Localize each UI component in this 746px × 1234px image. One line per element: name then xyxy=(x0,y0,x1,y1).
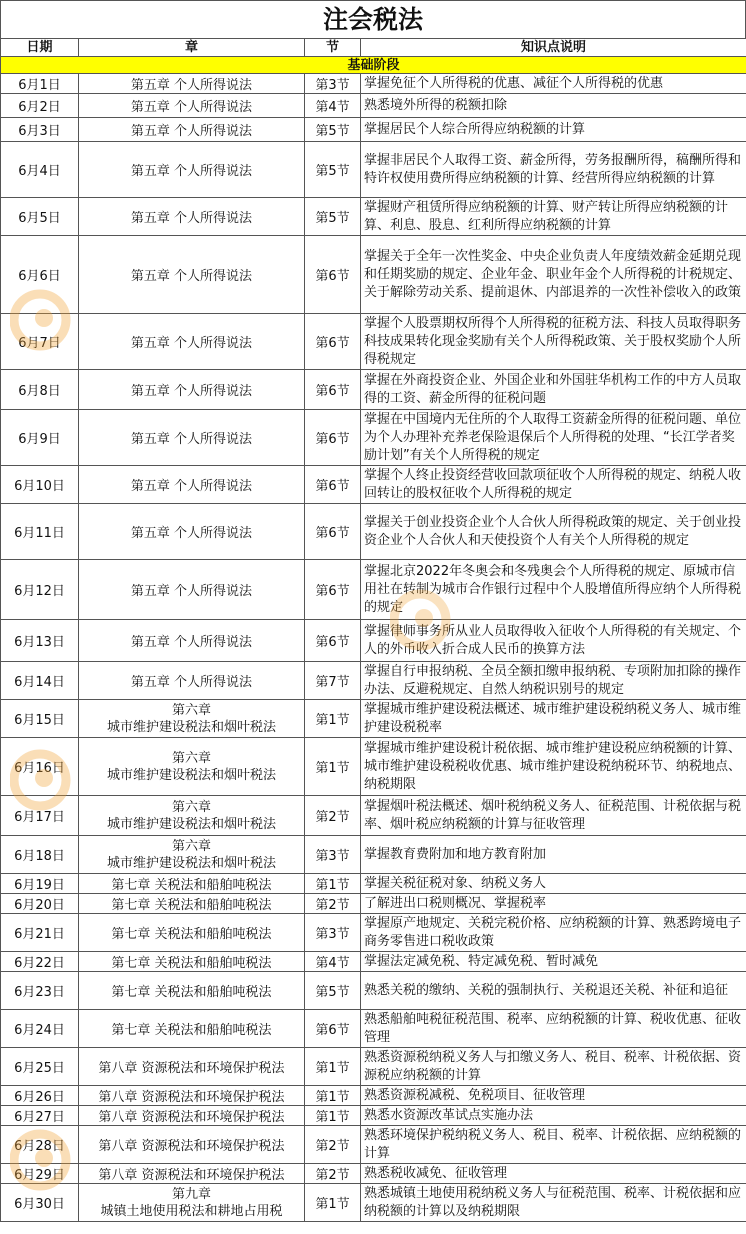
row-section: 第6节 xyxy=(305,1010,361,1048)
table-row xyxy=(1,560,746,620)
row-date: 6月29日 xyxy=(1,1164,79,1184)
row-chapter-title: 城镇土地使用税法和耕地占用税 xyxy=(100,1203,283,1219)
row-section: 第2节 xyxy=(305,1126,361,1164)
row-description: 熟悉境外所得的税额扣除 xyxy=(361,94,746,118)
row-description: 掌握关税征税对象、纳税义务人 xyxy=(361,874,746,894)
row-section: 第1节 xyxy=(305,1106,361,1126)
row-date: 6月17日 xyxy=(1,796,79,836)
row-chapter: 第五章 个人所得说法 xyxy=(79,74,305,94)
row-chapter-title: 城市维护建设税法和烟叶税法 xyxy=(106,767,276,783)
row-section: 第5节 xyxy=(305,972,361,1010)
row-chapter: 第七章 关税法和船舶吨税法 xyxy=(79,952,305,972)
row-chapter: 第五章 个人所得说法 xyxy=(79,236,305,314)
row-date: 6月21日 xyxy=(1,914,79,952)
row-section: 第3节 xyxy=(305,914,361,952)
row-chapter-title: 城市维护建设税法和烟叶税法 xyxy=(106,855,276,871)
page-title: 注会税法 xyxy=(0,0,746,38)
row-description: 熟悉环境保护税纳税义务人、税目、税率、计税依据、应纳税额的计算 xyxy=(361,1126,746,1164)
table-row xyxy=(1,198,746,236)
row-date: 6月20日 xyxy=(1,894,79,914)
row-section: 第6节 xyxy=(305,314,361,370)
row-date: 6月7日 xyxy=(1,314,79,370)
row-chapter: 第五章 个人所得说法 xyxy=(79,94,305,118)
row-description: 熟悉税收减免、征收管理 xyxy=(361,1164,746,1184)
row-description: 掌握原产地规定、关税完税价格、应纳税额的计算、熟悉跨境电子商务零售进口税收政策 xyxy=(361,914,746,952)
row-date: 6月13日 xyxy=(1,620,79,662)
row-chapter-number: 第六章 xyxy=(171,838,211,854)
row-date: 6月15日 xyxy=(1,700,79,738)
table-row xyxy=(1,836,746,874)
row-description: 掌握关于全年一次性奖金、中央企业负责人年度绩效薪金延期兑现和任期奖励的规定、企业年金、职业年金个人所得税的计税规定、关于解除劳动关系、提前退休、内部退养的一次性补偿收入的政策 xyxy=(361,236,746,314)
row-section: 第4节 xyxy=(305,952,361,972)
table-row xyxy=(1,662,746,700)
row-section: 第1节 xyxy=(305,738,361,796)
row-description: 熟悉资源税减税、免税项目、征收管理 xyxy=(361,1086,746,1106)
table-row xyxy=(1,314,746,370)
row-chapter: 第七章 关税法和船舶吨税法 xyxy=(79,894,305,914)
row-description: 掌握法定减免税、特定减免税、暂时减免 xyxy=(361,952,746,972)
row-chapter: 第五章 个人所得说法 xyxy=(79,620,305,662)
row-section: 第1节 xyxy=(305,874,361,894)
row-date: 6月30日 xyxy=(1,1184,79,1222)
row-chapter: 第五章 个人所得说法 xyxy=(79,504,305,560)
row-chapter: 第五章 个人所得说法 xyxy=(79,370,305,410)
row-description: 掌握居民个人综合所得应纳税额的计算 xyxy=(361,118,746,142)
row-date: 6月18日 xyxy=(1,836,79,874)
table-row xyxy=(1,796,746,836)
row-description: 熟悉资源税纳税义务人与扣缴义务人、税目、税率、计税依据、资源税应纳税额的计算 xyxy=(361,1048,746,1086)
row-chapter xyxy=(79,796,305,836)
row-section: 第3节 xyxy=(305,836,361,874)
row-chapter-number: 第六章 xyxy=(171,750,211,766)
row-date: 6月24日 xyxy=(1,1010,79,1048)
row-date: 6月25日 xyxy=(1,1048,79,1086)
row-description: 掌握免征个人所得税的优惠、减征个人所得税的优惠 xyxy=(361,74,746,94)
row-chapter-number: 第六章 xyxy=(171,799,211,815)
row-chapter: 第七章 关税法和船舶吨税法 xyxy=(79,874,305,894)
row-chapter xyxy=(79,836,305,874)
row-chapter: 第七章 关税法和船舶吨税法 xyxy=(79,972,305,1010)
row-description: 掌握财产租赁所得应纳税额的计算、财产转让所得应纳税额的计算、利息、股息、红利所得应纳税额的计算 xyxy=(361,198,746,236)
row-chapter: 第五章 个人所得说法 xyxy=(79,410,305,466)
row-description: 掌握城市维护建设税法概述、城市维护建设税纳税义务人、城市维护建设税税率 xyxy=(361,700,746,738)
row-section: 第2节 xyxy=(305,894,361,914)
row-section: 第5节 xyxy=(305,118,361,142)
row-date: 6月10日 xyxy=(1,466,79,504)
row-chapter: 第八章 资源税法和环境保护税法 xyxy=(79,1048,305,1086)
stage-label: 基础阶段 xyxy=(1,57,746,74)
row-description: 掌握烟叶税法概述、烟叶税纳税义务人、征税范围、计税依据与税率、烟叶税应纳税额的计算与征收管理 xyxy=(361,796,746,836)
table-row xyxy=(1,972,746,1010)
header-chapter: 章 xyxy=(79,39,305,57)
table-row xyxy=(1,466,746,504)
row-date: 6月26日 xyxy=(1,1086,79,1106)
table-row xyxy=(1,94,746,118)
row-date: 6月4日 xyxy=(1,142,79,198)
row-date: 6月1日 xyxy=(1,74,79,94)
row-section: 第6节 xyxy=(305,236,361,314)
row-section: 第5节 xyxy=(305,142,361,198)
row-description: 掌握个人股票期权所得个人所得税的征税方法、科技人员取得职务科技成果转化现金奖励有关个人所得税政策、关于股权奖励个人所得税规定 xyxy=(361,314,746,370)
row-chapter-number: 第六章 xyxy=(171,702,211,718)
row-chapter: 第八章 资源税法和环境保护税法 xyxy=(79,1106,305,1126)
table-row xyxy=(1,914,746,952)
table-row xyxy=(1,142,746,198)
table-row xyxy=(1,236,746,314)
row-date: 6月27日 xyxy=(1,1106,79,1126)
row-date: 6月6日 xyxy=(1,236,79,314)
row-description: 熟悉关税的缴纳、关税的强制执行、关税退还关税、补征和追征 xyxy=(361,972,746,1010)
table-row xyxy=(1,894,746,914)
row-description: 掌握个人终止投资经营收回款项征收个人所得税的规定、纳税人收回转让的股权征收个人所得税的规定 xyxy=(361,466,746,504)
header-date: 日期 xyxy=(1,39,79,57)
row-chapter: 第七章 关税法和船舶吨税法 xyxy=(79,1010,305,1048)
row-chapter: 第五章 个人所得说法 xyxy=(79,118,305,142)
table-row xyxy=(1,370,746,410)
row-section: 第7节 xyxy=(305,662,361,700)
table-row xyxy=(1,1164,746,1184)
row-chapter: 第五章 个人所得说法 xyxy=(79,560,305,620)
table-row xyxy=(1,118,746,142)
row-chapter-number: 第九章 xyxy=(171,1186,211,1202)
table-row xyxy=(1,874,746,894)
row-section: 第6节 xyxy=(305,410,361,466)
schedule-table xyxy=(0,38,746,1222)
row-chapter: 第五章 个人所得说法 xyxy=(79,662,305,700)
row-description: 掌握城市维护建设税计税依据、城市维护建设税应纳税额的计算、城市维护建设税税收优惠、城市维护建设税纳税环节、纳税地点、纳税期限 xyxy=(361,738,746,796)
row-chapter: 第七章 关税法和船舶吨税法 xyxy=(79,914,305,952)
row-section: 第6节 xyxy=(305,504,361,560)
row-section: 第4节 xyxy=(305,94,361,118)
row-section: 第2节 xyxy=(305,1164,361,1184)
row-description: 掌握关于创业投资企业个人合伙人所得税政策的规定、关于创业投资企业个人合伙人和天使投资个人有关个人所得税的规定 xyxy=(361,504,746,560)
row-description: 掌握自行申报纳税、全员全额扣缴申报纳税、专项附加扣除的操作办法、反避税规定、自然人纳税识别号的规定 xyxy=(361,662,746,700)
stage-row xyxy=(1,57,746,74)
row-section: 第5节 xyxy=(305,198,361,236)
row-date: 6月11日 xyxy=(1,504,79,560)
row-description: 掌握北京2022年冬奥会和冬残奥会个人所得税的规定、原城市信用社在转制为城市合作银行过程中个人股增值所得应纳个人所得税的规定 xyxy=(361,560,746,620)
row-section: 第1节 xyxy=(305,700,361,738)
header-section: 节 xyxy=(305,39,361,57)
table-row xyxy=(1,1010,746,1048)
row-chapter: 第五章 个人所得说法 xyxy=(79,198,305,236)
row-date: 6月8日 xyxy=(1,370,79,410)
row-description: 掌握律师事务所从业人员取得收入征收个人所得税的有关规定、个人的外币收入折合成人民币的换算方法 xyxy=(361,620,746,662)
row-date: 6月12日 xyxy=(1,560,79,620)
row-date: 6月14日 xyxy=(1,662,79,700)
row-chapter: 第八章 资源税法和环境保护税法 xyxy=(79,1164,305,1184)
row-chapter-title: 城市维护建设税法和烟叶税法 xyxy=(106,719,276,735)
table-row xyxy=(1,620,746,662)
row-section: 第6节 xyxy=(305,620,361,662)
row-section: 第6节 xyxy=(305,560,361,620)
table-row xyxy=(1,1086,746,1106)
row-date: 6月2日 xyxy=(1,94,79,118)
header-desc: 知识点说明 xyxy=(361,39,746,57)
row-section: 第6节 xyxy=(305,466,361,504)
row-description: 掌握非居民个人取得工资、薪金所得，劳务报酬所得，稿酬所得和特许权使用费所得应纳税额的计算、经营所得应纳税额的计算 xyxy=(361,142,746,198)
table-row xyxy=(1,1048,746,1086)
header-row xyxy=(1,39,746,57)
table-row xyxy=(1,738,746,796)
table-row xyxy=(1,504,746,560)
row-description: 掌握教育费附加和地方教育附加 xyxy=(361,836,746,874)
row-chapter xyxy=(79,738,305,796)
row-date: 6月3日 xyxy=(1,118,79,142)
row-date: 6月5日 xyxy=(1,198,79,236)
row-description: 熟悉水资源改革试点实施办法 xyxy=(361,1106,746,1126)
table-row xyxy=(1,700,746,738)
row-chapter: 第五章 个人所得说法 xyxy=(79,142,305,198)
table-row xyxy=(1,1184,746,1222)
table-row xyxy=(1,410,746,466)
row-chapter-title: 城市维护建设税法和烟叶税法 xyxy=(106,816,276,832)
row-chapter: 第八章 资源税法和环境保护税法 xyxy=(79,1086,305,1106)
row-description: 熟悉城镇土地使用税纳税义务人与征税范围、税率、计税依据和应纳税额的计算以及纳税期限 xyxy=(361,1184,746,1222)
row-section: 第1节 xyxy=(305,1184,361,1222)
row-date: 6月16日 xyxy=(1,738,79,796)
row-section: 第3节 xyxy=(305,74,361,94)
row-description: 了解进出口税则概况、掌握税率 xyxy=(361,894,746,914)
table-row xyxy=(1,74,746,94)
row-description: 掌握在中国境内无住所的个人取得工资薪金所得的征税问题、单位为个人办理补充养老保险退保后个人所得税的处理、“长江学者奖励计划”有关个人所得税的规定 xyxy=(361,410,746,466)
row-date: 6月28日 xyxy=(1,1126,79,1164)
row-date: 6月9日 xyxy=(1,410,79,466)
row-section: 第1节 xyxy=(305,1048,361,1086)
row-section: 第1节 xyxy=(305,1086,361,1106)
table-row xyxy=(1,952,746,972)
row-date: 6月22日 xyxy=(1,952,79,972)
table-row xyxy=(1,1126,746,1164)
row-date: 6月19日 xyxy=(1,874,79,894)
row-chapter: 第八章 资源税法和环境保护税法 xyxy=(79,1126,305,1164)
row-chapter xyxy=(79,1184,305,1222)
row-description: 熟悉船舶吨税征税范围、税率、应纳税额的计算、税收优惠、征收管理 xyxy=(361,1010,746,1048)
row-chapter xyxy=(79,700,305,738)
row-section: 第2节 xyxy=(305,796,361,836)
row-date: 6月23日 xyxy=(1,972,79,1010)
row-chapter: 第五章 个人所得说法 xyxy=(79,466,305,504)
row-description: 掌握在外商投资企业、外国企业和外国驻华机构工作的中方人员取得的工资、薪金所得的征税问题 xyxy=(361,370,746,410)
row-chapter: 第五章 个人所得说法 xyxy=(79,314,305,370)
table-row xyxy=(1,1106,746,1126)
row-section: 第6节 xyxy=(305,370,361,410)
